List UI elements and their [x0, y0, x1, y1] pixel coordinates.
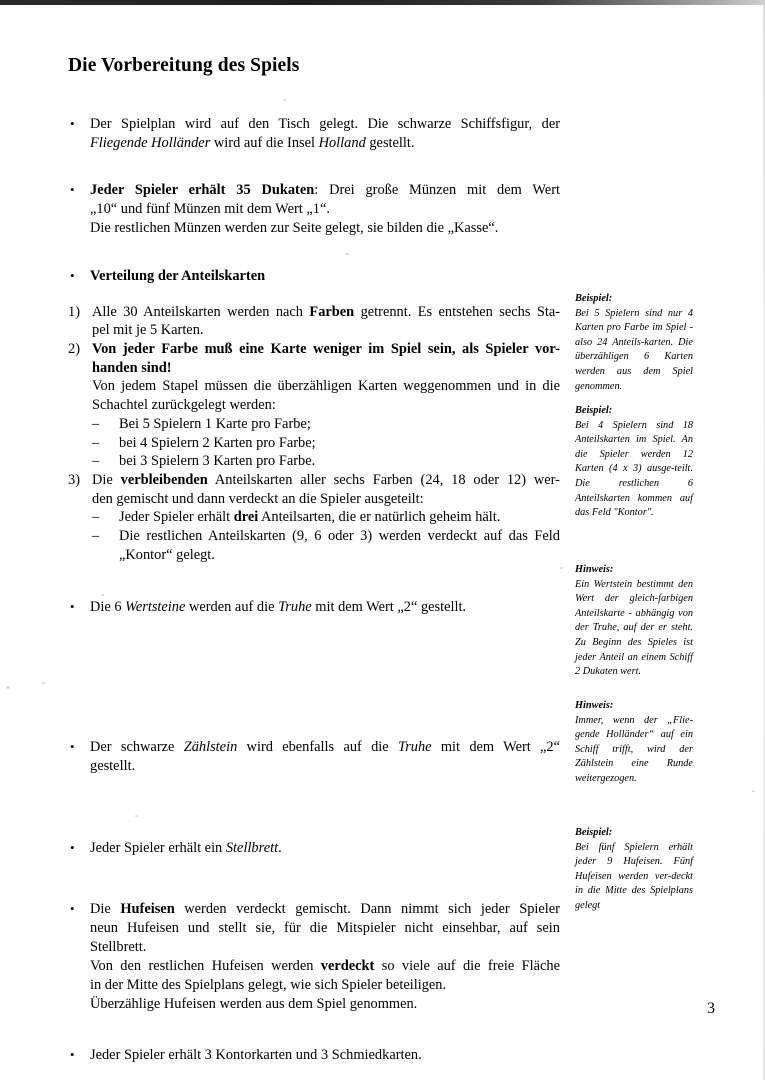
item3-strong-verbleibenden: verbleibenden [120, 471, 208, 488]
scan-speckle [6, 686, 10, 689]
zaehlstein-b: wird ebenfalls auf die [237, 738, 398, 755]
margin-note-beispiel-2 [575, 404, 693, 521]
margin-note-hinweis-2 [575, 699, 693, 787]
dash-text: bei 3 Spielern 3 Karten pro Farbe. [119, 453, 316, 470]
wertsteine-em: Wertsteine [125, 598, 186, 615]
margin-note-beispiel-1 [575, 292, 693, 394]
page-title: Die Vorbereitung des Spiels [68, 55, 300, 76]
margin-note-hinweis-1 [575, 563, 693, 680]
dash1-a: Jeder Spieler erhält [119, 509, 234, 526]
hufeisen-strong: Hufeisen [120, 900, 175, 917]
margin-note-body: Bei 4 Spielern sind 18 Anteilskarten im Spiel. An die Spieler werden 12 Karten (4 x 3) ausge-teilt. Die restlichen 6 Anteilskarten kommen auf das Feld "Kontor". [575, 419, 693, 519]
stellbrett-em: Stellbrett [225, 839, 279, 856]
item1-a: Alle 30 Anteilskarten werden nach [92, 303, 310, 320]
list-marker: 3) [68, 471, 80, 488]
stellbrett-b: . [278, 839, 282, 856]
item1-b: getrennt. Es entstehen sechs Sta- [354, 303, 561, 320]
bullet-icon: • [70, 267, 75, 283]
zaehlstein-line2: gestellt. [90, 757, 136, 774]
truhe-em: Truhe [278, 598, 312, 615]
margin-note-beispiel-3 [575, 826, 693, 914]
item2-line3: Von jedem Stapel müssen die überzähligen Karten weggenommen und in die [92, 378, 560, 395]
bullet-icon: • [70, 116, 75, 132]
dash-marker: – [92, 434, 100, 451]
wertsteine-c: mit dem Wert „2“ gestellt. [311, 598, 467, 615]
dash-item [92, 508, 560, 527]
dash1-b: Anteilsarten, die er natürlich geheim hält. [258, 509, 501, 526]
bullet-icon: • [70, 839, 75, 855]
verteilung-heading-text: Verteilung der Anteilskarten [90, 267, 266, 284]
numbered-list [68, 303, 560, 565]
numbered-item-2 [68, 340, 560, 471]
dukaten-line2: „10“ und fünf Münzen mit dem Wert „1“. [90, 201, 330, 218]
margin-note-heading: Beispiel: [575, 827, 613, 838]
dash-list-austeilung [92, 508, 560, 564]
hufeisen-line4a: Von den restlichen Hufeisen werden [90, 957, 321, 974]
item2-strong-line1: Von jeder Farbe muß eine Karte weniger im Spiel sein, als Spieler vor- [92, 340, 560, 357]
scan-speckle [560, 567, 563, 569]
margin-note-heading: Hinweis: [575, 700, 614, 711]
margin-note-heading: Hinweis: [575, 564, 614, 575]
item2-line4: Schachtel zurückgelegt werden: [92, 397, 276, 414]
item1-strong-farben: Farben [309, 303, 355, 320]
bullet-icon: • [70, 738, 75, 754]
hufeisen-b: werden verdeckt gemischt. Dann nimmt sich jeder Spieler [174, 900, 560, 917]
main-text-column [68, 55, 560, 1065]
hufeisen-line4b: so viele auf die freie Fläche [374, 957, 560, 974]
numbered-item-1 [68, 303, 560, 340]
scan-speckle [752, 790, 755, 792]
zaehlstein-em: Zählstein [183, 738, 238, 755]
dash-marker: – [92, 453, 100, 470]
margin-note-body: Bei fünf Spielern erhält jeder 9 Hufeisen. Fünf Hufeisen werden ver-deckt in die Mitte des Spielplans gelegt [575, 841, 693, 912]
wertsteine-a: Die 6 [90, 598, 126, 615]
item2-strong-line2: handen sind! [92, 359, 172, 376]
zaehlstein-a: Der schwarze [90, 738, 184, 755]
dash-item [92, 415, 560, 434]
dash2-line1: Die restlichen Anteilskarten (9, 6 oder 3) werden verdeckt auf das Feld [119, 528, 560, 545]
dash-item [92, 527, 560, 564]
hufeisen-line6: Überzählige Hufeisen werden aus dem Spiel genommen. [90, 995, 418, 1012]
hufeisen-line3: Stellbrett. [90, 938, 147, 955]
dash-list-spieleranzahl [92, 415, 560, 471]
bullet-zaehlstein [68, 738, 560, 776]
numbered-item-3 [68, 471, 560, 565]
dash-text: bei 4 Spielern 2 Karten pro Farbe; [119, 434, 316, 451]
margin-note-body: Immer, wenn der „Flie-gende Holländer“ auf ein Schiff trifft, wird der Zählstein eine Runde weitergezogen. [575, 714, 693, 785]
scan-speckle [42, 682, 45, 684]
dukaten-strong: Jeder Spieler erhält 35 Dukaten [90, 182, 315, 199]
page-number: 3 [707, 1000, 715, 1017]
stellbrett-a: Jeder Spieler erhält ein [90, 839, 226, 856]
margin-note-heading: Beispiel: [575, 293, 613, 304]
spielplan-line2c: gestellt. [365, 135, 415, 152]
dash-marker: – [92, 509, 100, 526]
zaehlstein-c: mit dem Wert „2“ [431, 738, 561, 755]
bullet-wertsteine [68, 598, 560, 617]
wertsteine-b: werden auf die [185, 598, 279, 615]
bullet-dukaten [68, 181, 560, 238]
dash-item [92, 452, 560, 471]
hufeisen-strong-verdeckt: verdeckt [320, 957, 375, 974]
kontorkarten-text: Jeder Spieler erhält 3 Kontorkarten und 3 Schmiedkarten. [90, 1046, 422, 1063]
hufeisen-a: Die [90, 900, 121, 917]
dash-marker: – [92, 528, 100, 545]
dash-text: Bei 5 Spielern 1 Karte pro Farbe; [119, 415, 311, 432]
margin-note-body: Ein Wertstein bestimmt den Wert der gleich-farbigen Anteilskarte - abhängig von der Truhe, auf der er steht. Zu Beginn des Spieles ist jeder Anteil an einem Schiff 2 Dukaten wert. [575, 578, 693, 678]
bullet-spielplan [68, 115, 560, 153]
margin-note-body: Bei 5 Spielern sind nur 4 Karten pro Farbe im Spiel - also 24 Anteils-karten. Die überzähligen 6 Karten werden aus dem Spiel genommen. [575, 307, 693, 392]
spielplan-em-holland: Holland [318, 135, 366, 152]
item3-line2: den gemischt und dann verdeckt an die Spieler ausgeteilt: [92, 490, 424, 507]
item1-line2: pel mit je 5 Karten. [92, 322, 204, 339]
spielplan-em-hollaender: Fliegende Holländer [90, 135, 211, 152]
list-marker: 2) [68, 340, 80, 357]
dash1-strong-drei: drei [233, 509, 259, 526]
margin-note-heading: Beispiel: [575, 405, 613, 416]
hufeisen-line5: in der Mitte des Spielplans gelegt, wie sich Spieler beteiligen. [90, 976, 447, 993]
dukaten-rest: : Drei große Münzen mit dem Wert [314, 182, 561, 199]
bullet-verteilung-heading [68, 267, 560, 286]
truhe-em: Truhe [397, 738, 432, 755]
dash-item [92, 434, 560, 453]
spielplan-line2b: wird auf die Insel [210, 135, 319, 152]
list-marker: 1) [68, 303, 80, 320]
hufeisen-line2: neun Hufeisen und stellt sie, für die Mitspieler nicht einsehbar, auf sein [90, 919, 560, 936]
bullet-icon: • [70, 182, 75, 198]
spielplan-line1: Der Spielplan wird auf den Tisch gelegt. Die schwarze Schiffsfigur, der [90, 116, 560, 133]
dash-marker: – [92, 415, 100, 432]
bullet-stellbrett [68, 839, 560, 858]
bullet-kontorkarten [68, 1046, 560, 1065]
item3-a: Die [92, 471, 121, 488]
bullet-icon: • [70, 900, 75, 916]
bullet-icon: • [70, 1046, 75, 1062]
bullet-hufeisen [68, 900, 560, 1014]
item3-b: Anteilskarten aller sechs Farben (24, 18 oder 12) wer- [207, 471, 560, 488]
dash2-line2: „Kontor“ gelegt. [119, 546, 215, 563]
bullet-icon: • [70, 598, 75, 614]
dukaten-line3: Die restlichen Münzen werden zur Seite gelegt, sie bilden die „Kasse“. [90, 220, 499, 237]
